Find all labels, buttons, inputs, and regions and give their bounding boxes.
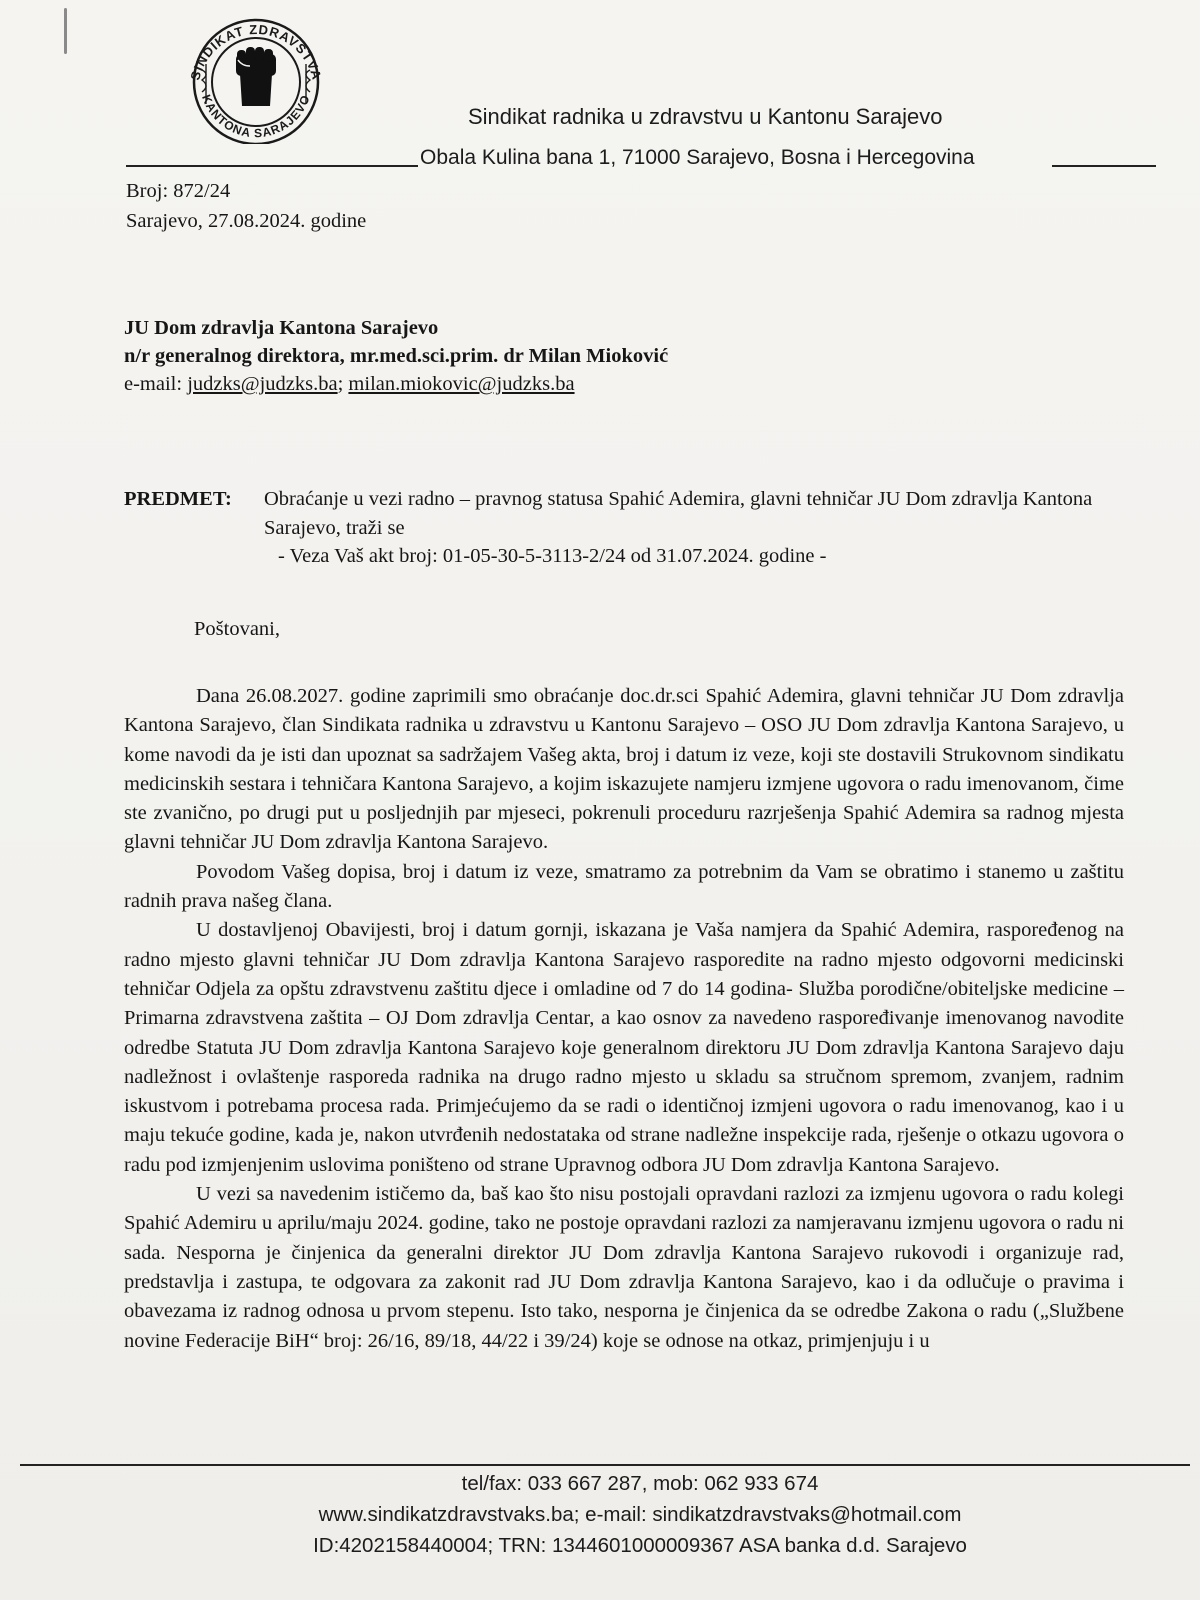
- body-paragraph: Dana 26.08.2027. godine zaprimili smo obraćanje doc.dr.sci Spahić Ademira, glavni tehničar JU Dom zdravlja Kantona Sarajevo, član Sindikata radnika u zdravstvu u Kantonu Sarajevo – OSO JU Dom zdravlja Kantona Sarajevo, u kome navodi da je isti dan upoznat sa sadržajem Vašeg akta, broj i datum iz veze, koji ste dostavili Strukovnom sindikatu medicinskih sestara i tehničara Kantona Sarajevo, a kojim iskazujete namjeru izmjene ugovora o radu imenovanom, čime ste zvanično, po drugi put u posljednjih par mjeseci, pokrenuli proceduru razrješenja Spahić Ademira sa radnog mjesta glavni tehničar JU Dom zdravlja Kantona Sarajevo.: [124, 685, 1124, 854]
- email-link-judzks[interactable]: judzks@judzks.ba: [187, 373, 338, 395]
- letter-body: [124, 682, 1124, 1356]
- body-paragraph: Povodom Vašeg dopisa, broj i datum iz veze, smatramo za potrebnim da Vam se obratimo i stanemo u zaštitu radnih prava našeg člana.: [124, 860, 1124, 913]
- letterhead-address-row: [126, 146, 1156, 174]
- raised-fist-icon: [236, 47, 276, 106]
- organization-name: Sindikat radnika u zdravstvu u Kantonu Sarajevo: [468, 104, 943, 129]
- organization-address: Obala Kulina bana 1, 71000 Sarajevo, Bosna i Hercegovina: [420, 146, 975, 169]
- document-number: Broj: 872/24: [126, 180, 231, 202]
- recipient-block: [124, 314, 668, 398]
- recipient-name: JU Dom zdravlja Kantona Sarajevo: [124, 317, 439, 339]
- email-separator: ;: [337, 373, 349, 395]
- email-label: e-mail:: [124, 373, 188, 395]
- email-link-director[interactable]: milan.miokovic@judzks.ba: [348, 373, 575, 395]
- footer-ids: ID:4202158440004; TRN: 1344601000009367 ASA banka d.d. Sarajevo: [313, 1534, 967, 1557]
- letterhead-footer: [250, 1468, 1030, 1561]
- logo-bottom-text: KANTONA SARAJEVO: [199, 92, 313, 141]
- staple-mark: [64, 8, 67, 54]
- subject-text: Obraćanje u vezi radno – pravnog statusa Spahić Ademira, glavni tehničar JU Dom zdravlja Kantona Sarajevo, traži se: [264, 488, 1093, 539]
- recipient-email-line: [124, 370, 668, 398]
- letterhead-rule-left: [126, 165, 418, 167]
- recipient-attention: n/r generalnog direktora, mr.med.sci.prim. dr Milan Mioković: [124, 345, 669, 367]
- greeting: Poštovani,: [194, 618, 280, 640]
- logo-top-text: SINDIKAT ZDRAVSTVA: [187, 21, 325, 82]
- letterhead-rule-right: [1052, 165, 1156, 167]
- document-date: Sarajevo, 27.08.2024. godine: [126, 210, 367, 232]
- body-paragraph: U dostavljenoj Obavijesti, broj i datum gornji, iskazana je Vaša namjera da Spahić Ademira, raspoređenog na radno mjesto glavni tehničar JU Dom zdravlja Kantona Sarajevo rasporedite na radno mjesto odgovorni medicinski tehničar Odjela za opštu zdravstvenu zaštitu djece i omladine od 7 do 14 godina- Služba porodične/obiteljske medicine – Primarna zdravstvena zaštita – OJ Dom zdravlja Centar, a kao osnov za navedeno raspoređivanje imenovanog navodite odredbe Statuta JU Dom zdravlja Kantona Sarajevo koje generalnom direktoru JU Dom zdravlja Kantona Sarajevo daju nadležnost i ovlaštenje rasporeda radnika na drugo radno mjesto u skladu sa stručnom spremom, zvanjem, radnim iskustvom i potrebama procesa rada. Primjećujemo da se radi o identičnoj izmjeni ugovora o radu imenovanog, kao i u maju tekuće godine, kada je, nakon utvrđenih nedostataka od strane nadležne inspekcije rada, rješenje o otkazu ugovora o radu pod izmjenjenim uslovima poništeno od strane Upravnog odbora JU Dom zdravlja Kantona Sarajevo.: [124, 919, 1124, 1176]
- subject-reference: - Veza Vaš akt broj: 01-05-30-5-3113-2/24 od 31.07.2024. godine -: [278, 545, 827, 567]
- footer-rule: [20, 1464, 1190, 1466]
- footer-web-email: www.sindikatzdravstvaks.ba; e-mail: sindikatzdravstvaks@hotmail.com: [318, 1503, 962, 1526]
- subject-label: PREDMET:: [124, 488, 232, 510]
- footer-phones: tel/fax: 033 667 287, mob: 062 933 674: [461, 1472, 819, 1495]
- union-logo: [176, 14, 336, 144]
- document-meta: [126, 176, 366, 236]
- body-paragraph: U vezi sa navedenim ističemo da, baš kao što nisu postojali opravdani razlozi za izmjenu ugovora o radu kolegi Spahić Ademiru u aprilu/maju 2024. godine, tako ne postoje opravdani razlozi za namjeravanu izmjenu ugovora o radu ni sada. Nesporna je činjenica da generalni direktor JU Dom zdravlja Kantona Sarajevo rukovodi i organizuje rad, predstavlja i zastupa, te odgovara za zakonit rad JU Dom zdravlja Kantona Sarajevo, kao i da odlučuje o pravima i obavezama iz radnog odnosa u prvom stepenu. Isto tako, nesporna je činjenica da se odredbe Zakona o radu („Službene novine Federacije BiH“ broj: 26/16, 89/18, 44/22 i 39/24) koje se odnose na otkaz, primjenjuju i u: [124, 1183, 1124, 1352]
